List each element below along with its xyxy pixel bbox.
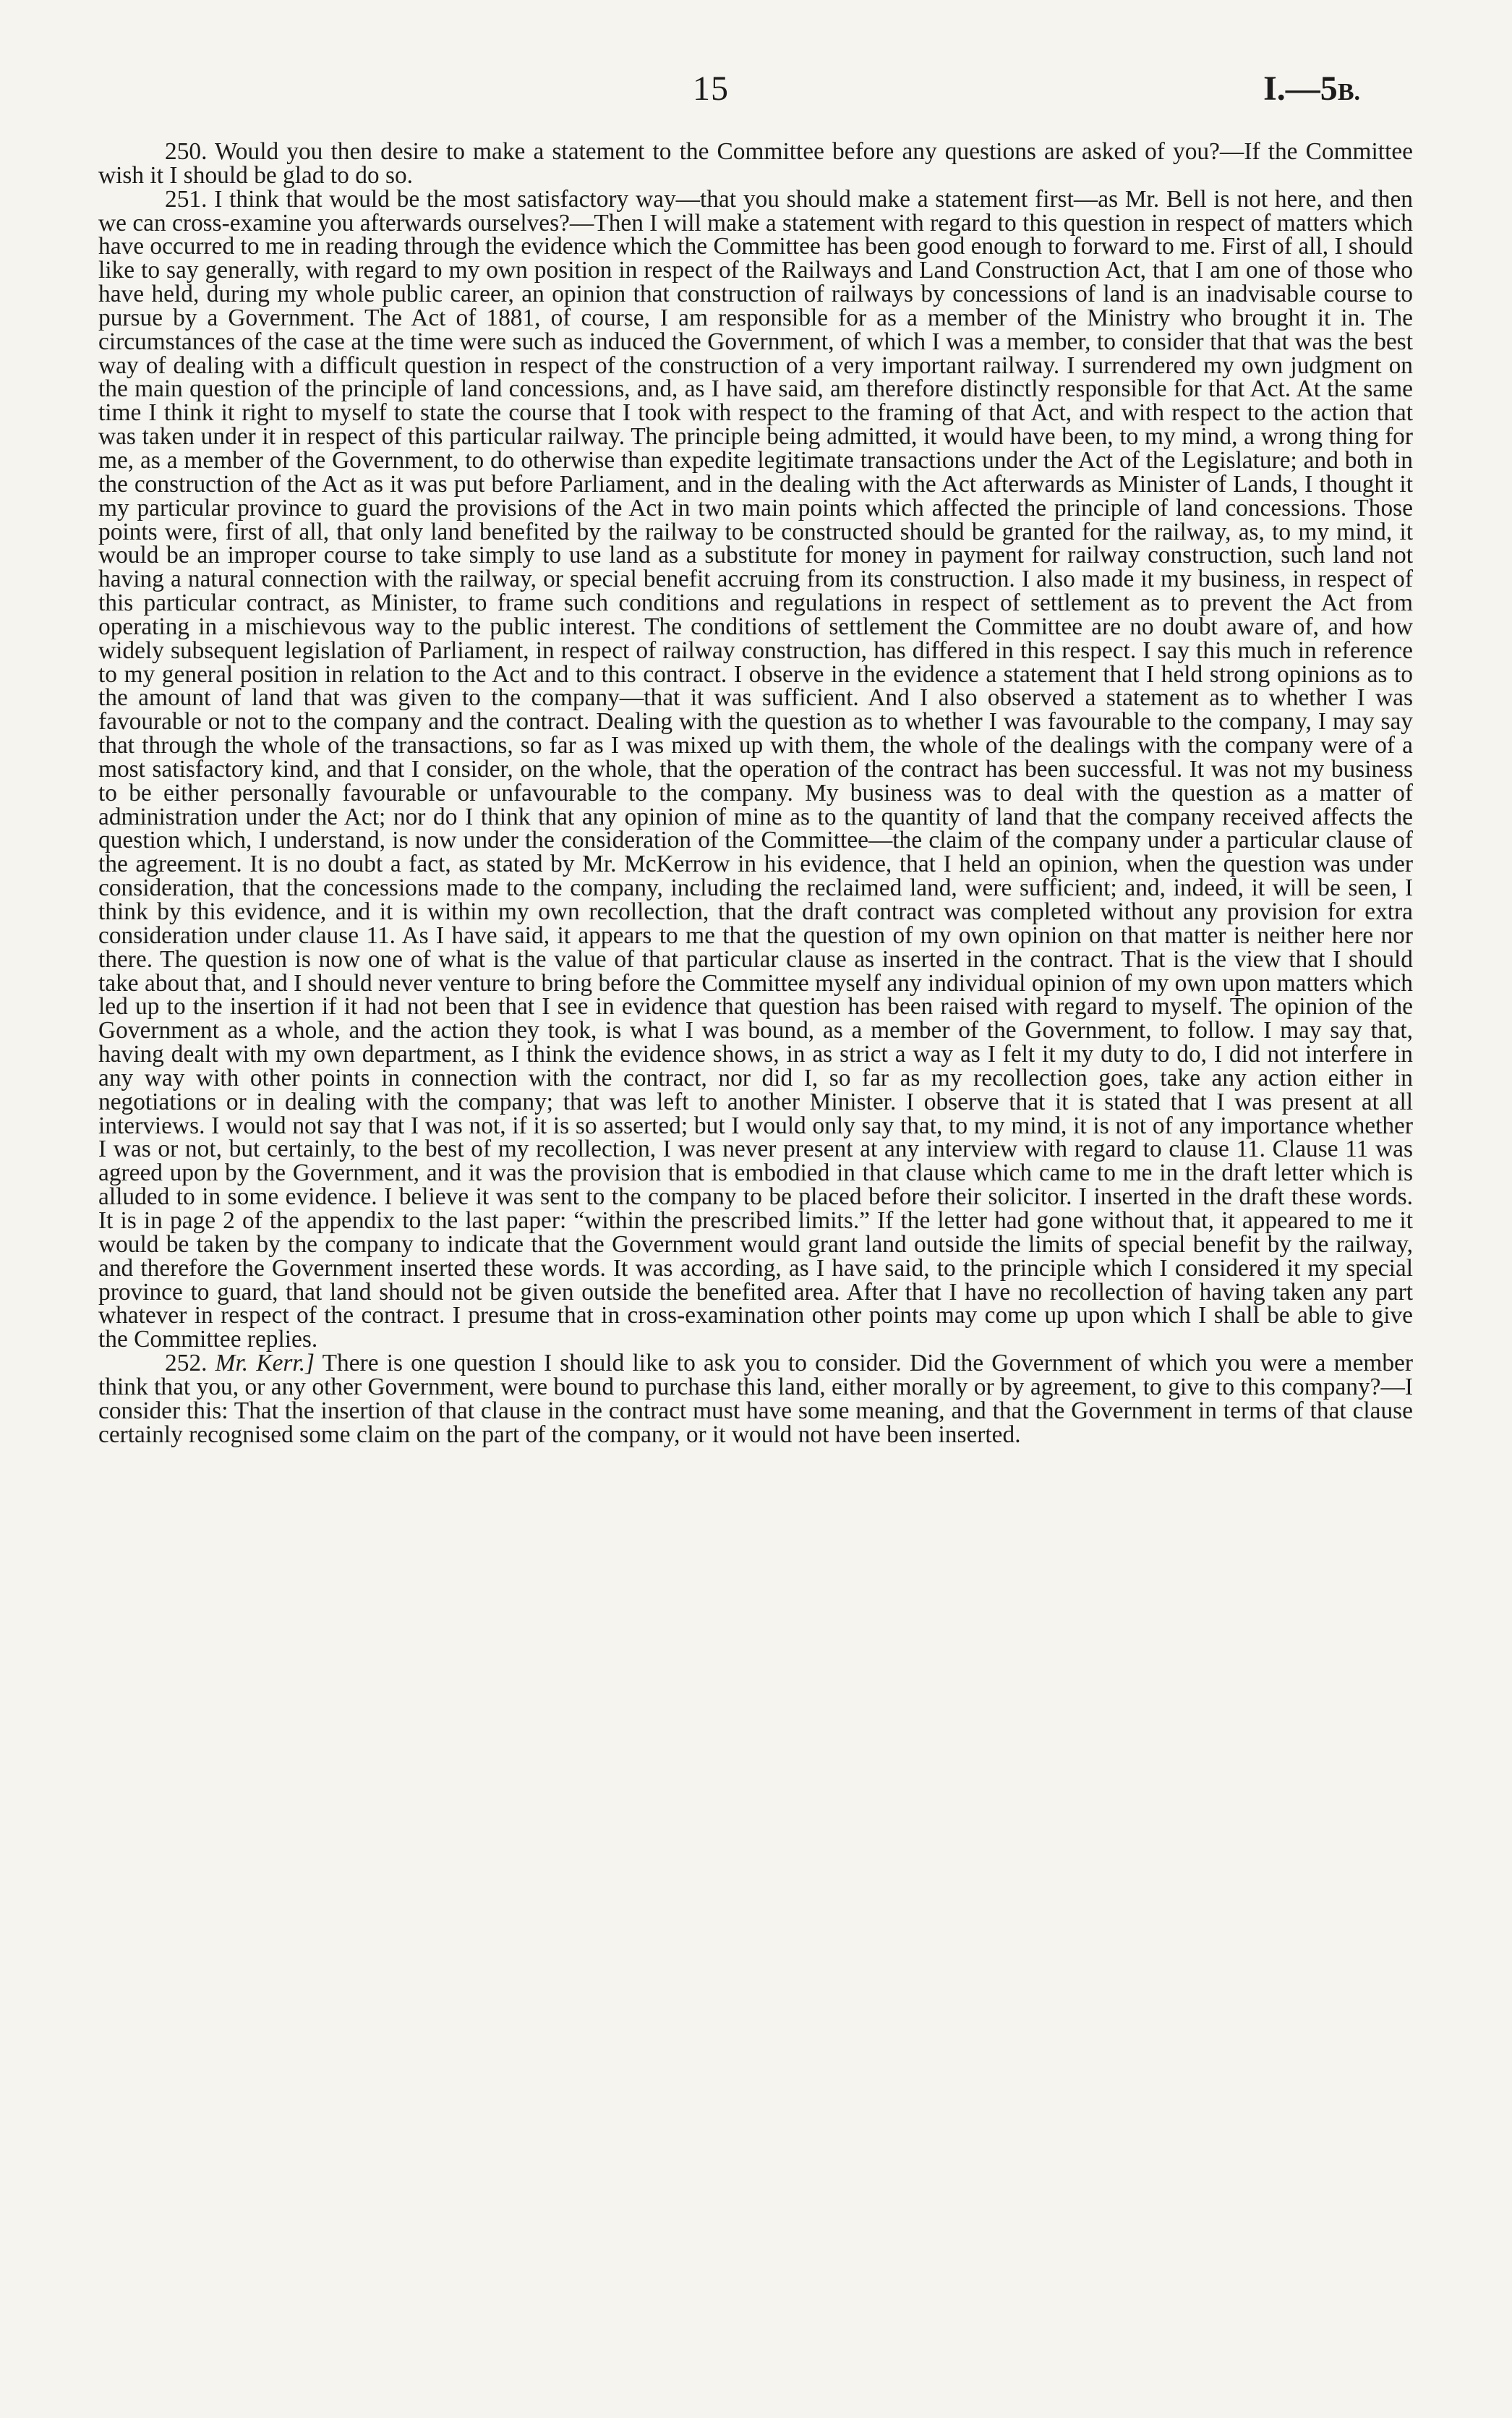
question-252 — [98, 1352, 1413, 1447]
question-number: 252. — [165, 1350, 208, 1377]
question-text: There is one question I should like to ask you to consider. Did the Government of which you were a member think that you, or any other Government, were bound to purchase this land, either morally or by agreement, to give to this company?—I consider this: That the insertion of that clause in the contract must have some meaning, and that the Government in terms of that clause certainly recognised some claim on the part of the company, or it would not have been inserted. — [98, 1350, 1413, 1448]
page-header — [0, 69, 1512, 119]
page-number: 15 — [693, 69, 729, 108]
paper-reference — [1263, 69, 1360, 108]
paper-reference-suffix: B. — [1337, 79, 1360, 106]
evidence-text — [98, 140, 1413, 1447]
question-250: 250. Would you then desire to make a statement to the Committee before any questions are asked of you?—If the Committee wish it I should be glad to do so. — [98, 138, 1413, 189]
paper-reference-main: I.—5 — [1263, 69, 1338, 108]
speaker-name: Mr. Kerr.] — [215, 1350, 315, 1377]
question-251: 251. I think that would be the most satisfactory way—that you should make a statement first—as Mr. Bell is not here, and then we can cross-examine you afterwards ourselves?—Then I will make a statement with regard to this question in respect of matters which have occurred to me in reading through the evidence which the Committee has been good enough to forward to me. First of all, I should like to say generally, with regard to my own position in respect of the Railways and Land Construction Act, that I am one of those who have held, during my whole public career, an opinion that construction of railways by concessions of land is an inadvisable course to pursue by a Government. The Act of 1881, of course, I am responsible for as a member of the Ministry who brought it in. The circumstances of the case at the time were such as induced the Government, of which I was a member, to consider that that was the best way of dealing with a difficult question in respect of the construction of a very important railway. I surrendered my own judgment on the main question of the principle of land concessions, and, as I have said, am therefore distinctly responsible for that Act. At the same time I think it right to myself to state the course that I took with respect to the framing of that Act, and with respect to the action that was taken under it in respect of this particular railway. The principle being admitted, it would have been, to my mind, a wrong thing for me, as a member of the Government, to do otherwise than expedite legitimate transactions under the Act of the Legislature; and both in the construction of the Act as it was put before Parliament, and in the dealing with the Act afterwards as Minister of Lands, I thought it my particular province to guard the provisions of the Act in two main points which affected the principle of land concessions. Those points were, first of all, that only land benefited by the railway to be constructed should be granted for the railway, as, to my mind, it would be an improper course to take simply to use land as a substitute for money in payment for railway construction, such land not having a natural connection with the railway, or special benefit accruing from its construction. I also made it my business, in respect of this particular contract, as Minister, to frame such conditions and regulations in respect of settlement as to prevent the Act from operating in a mischievous way to the public interest. The conditions of settlement the Committee are no doubt aware of, and how widely subsequent legislation of Parliament, in respect of railway construction, has differed in this respect. I say this much in reference to my general position in relation to the Act and to this contract. I observe in the evidence a statement that I held strong opinions as to the amount of land that was given to the company—that it was sufficient. And I also observed a statement as to whether I was favourable or not to the company and the contract. Dealing with the question as to whether I was favourable to the company, I may say that through the whole of the transactions, so far as I was mixed up with them, the whole of the dealings with the company were of a most satisfactory kind, and that I consider, on the whole, that the operation of the contract has been successful. It was not my business to be either personally favourable or unfavourable to the company. My business was to deal with the question as a matter of administration under the Act; nor do I think that any opinion of mine as to the quantity of land that the company received affects the question which, I understand, is now under the consideration of the Committee—the claim of the company under a particular clause of the agreement. It is no doubt a fact, as stated by Mr. McKerrow in his evidence, that I held an opinion, when the question was under consideration, that the concessions made to the company, including the reclaimed land, were sufficient; and, indeed, it will be seen, I think by this evidence, and it is within my own recollection, that the draft contract was completed without any provision for extra consideration under clause 11. As I have said, it appears to me that the question of my own opinion on that matter is neither here nor there. The question is now one of what is the value of that particular clause as inserted in the contract. That is the view that I should take about that, and I should never venture to bring before the Committee myself any individual opinion of my own upon matters which led up to the insertion if it had not been that I see in evidence that question has been raised with regard to myself. The opinion of the Government as a whole, and the action they took, is what I was bound, as a member of the Government, to follow. I may say that, having dealt with my own department, as I think the evidence shows, in as strict a way as I felt it my duty to do, I did not interfere in any way with other points in connection with the contract, nor did I, so far as my recollection goes, take any action either in negotiations or in dealing with the company; that was left to another Minister. I observe that it is stated that I was present at all interviews. I would not say that I was not, if it is so asserted; but I would only say that, to my mind, it is not of any importance whether I was or not, but certainly, to the best of my recollection, I was never present at any interview with regard to clause 11. Clause 11 was agreed upon by the Government, and it was the provision that is embodied in that clause which came to me in the draft letter which is alluded to in some evidence. I believe it was sent to the company to be placed before their solicitor. I inserted in the draft these words. It is in page 2 of the appendix to the last paper: “within the prescribed limits.” If the letter had gone without that, it appeared to me it would be taken by the company to indicate that the Government would grant land outside the limits of special benefit by the railway, and therefore the Government inserted these words. It was according, as I have said, to the principle which I considered it my special province to guard, that land should not be given outside the benefited area. After that I have no recollection of having taken any part whatever in respect of the contract. I presume that in cross-examination other points may come up upon which I shall be able to give the Committee replies. — [98, 185, 1413, 1353]
